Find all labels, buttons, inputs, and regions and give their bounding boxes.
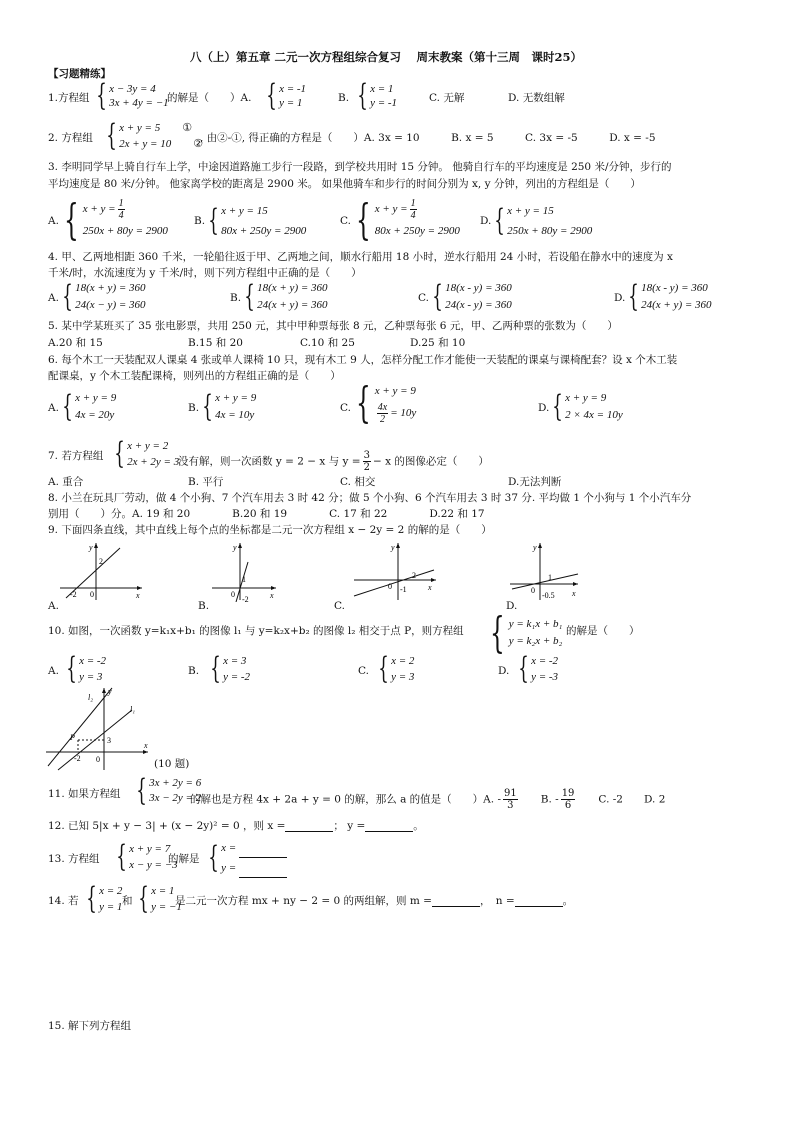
origin: 0 bbox=[90, 590, 94, 599]
q9-label-a: A. bbox=[48, 600, 59, 612]
q14-and: 和 bbox=[122, 895, 133, 907]
q3-line2: 平均速度是 80 米/分钟。 他家离学校的距离是 2900 米。 如果他骑车和步行的时间分别为 x, y 分钟，列出的方程组是（ ） bbox=[48, 178, 641, 190]
q4-line1: 4. 甲、乙两地相距 360 千米，一轮船往返于甲、乙两地之间，顺水行船用 18 小时，逆水行船用 24 小时，若设船在静水中的速度为 x bbox=[48, 251, 673, 263]
tick: 1 bbox=[242, 575, 246, 584]
q7-stem: 7. 若方程组 bbox=[48, 450, 104, 462]
q6-option-a: { x + y = 9 4x = 20y bbox=[62, 389, 117, 424]
q7-opt-d: D.无法判断 bbox=[508, 476, 562, 488]
axis-y: y bbox=[233, 543, 237, 552]
q13-tail: 的解是 bbox=[168, 853, 200, 865]
q6-a-label: A. bbox=[48, 402, 59, 414]
tick: -2 bbox=[70, 590, 77, 599]
q3-option-b: { x + y = 15 80x + 250y = 2900 bbox=[208, 203, 307, 238]
q4-option-b: { 18(x + y) = 360 24(x + y) = 360 bbox=[244, 279, 328, 314]
tick: -2 bbox=[74, 754, 81, 763]
q6-b-label: B. bbox=[188, 402, 200, 414]
q2-stem: 2. 方程组 bbox=[48, 132, 93, 144]
axis-x: x bbox=[136, 591, 140, 600]
q4-option-a: { 18(x + y) = 360 24(x − y) = 360 bbox=[62, 279, 146, 314]
q10-option-b: { x = 3 y = -2 bbox=[210, 651, 251, 686]
q6-d-label: D. bbox=[538, 402, 550, 414]
q13-answer: { x = y = bbox=[204, 838, 287, 878]
q11-system: { 3x + 2y = 6 3x − 2y = 2 bbox=[136, 773, 202, 808]
q10-tail: 的解是（ ） bbox=[566, 625, 640, 637]
q1-system: { x − 3y = 4 3x + 4y = −1 bbox=[96, 78, 169, 113]
axis-x: x bbox=[144, 741, 148, 750]
q6-c-label: C. bbox=[340, 402, 351, 414]
q10-b-label: B. bbox=[188, 665, 200, 677]
q7-opt-a: A. 重合 bbox=[48, 476, 84, 488]
q4-c-label: C. bbox=[418, 292, 429, 304]
q10-d-label: D. bbox=[498, 665, 510, 677]
axis-x: x bbox=[270, 591, 274, 600]
q14-system-2: { x = 1 y = −1 bbox=[138, 881, 182, 916]
q9-graph-c bbox=[350, 540, 440, 602]
origin: 0 bbox=[388, 582, 392, 591]
q7-system: { x + y = 2 2x + 2y = 3 bbox=[114, 436, 180, 471]
q14-tail: 是二元一次方程 mx + ny − 2 = 0 的两组解，则 m = ， n = 。 bbox=[175, 895, 574, 907]
q8-line2: 别用（ ）分。A. 19 和 20 B.20 和 19 C. 17 和 22 D.22 和 17 bbox=[48, 508, 485, 520]
q2-tail: , 由②-①, 得正确的方程是（ ）A. 3x = 10 B. x = 5 C. 3x = -5 D. x = -5 bbox=[200, 132, 656, 144]
axis-x: x bbox=[428, 583, 432, 592]
q9-graph-d bbox=[506, 540, 584, 602]
q13-y-blank[interactable] bbox=[239, 866, 287, 878]
tick: 3 bbox=[107, 736, 111, 745]
q6-option-c: { x + y = 9 $\frac{4x}{2}$ = 10y bbox=[356, 377, 417, 427]
q2-system: { x + y = 5 ① 2x + y = 10 ② bbox=[106, 118, 204, 153]
q12-x-blank[interactable] bbox=[285, 820, 333, 832]
q10-stem: 10. 如图，一次函数 y=k₁x+b₁ 的图像 l₁ 与 y=k₂x+b₂ 的图像 l₂ 相交于点 P，则方程组 bbox=[48, 625, 464, 637]
q1-stem: 1.方程组 bbox=[48, 92, 90, 104]
q13-stem: 13. 方程组 bbox=[48, 853, 100, 865]
q3-d-label: D. bbox=[480, 215, 492, 227]
q3-line1: 3. 李明同学早上骑自行车上学，中途因道路施工步行一段路，到学校共用时 15 分钟。 他骑自行车的平均速度是 250 米/分钟，步行的 bbox=[48, 161, 672, 173]
q9-graph-b bbox=[206, 540, 281, 602]
q4-option-c: { 18(x - y) = 360 24(x - y) = 360 bbox=[432, 279, 512, 314]
q9-label-d: D. bbox=[506, 600, 518, 612]
q6-option-b: { x + y = 9 4x = 10y bbox=[202, 389, 257, 424]
q4-option-d: { 18(x - y) = 360 24(x + y) = 360 bbox=[628, 279, 712, 314]
q5-opt-a: A.20 和 15 bbox=[48, 337, 103, 349]
q14-n-blank[interactable] bbox=[515, 895, 563, 907]
q1-eq2: 3x + 4y = −1 bbox=[109, 97, 169, 109]
q11-stem: 11. 如果方程组 bbox=[48, 788, 121, 800]
q1-b-label: B. bbox=[338, 92, 350, 104]
line-l1-label: l₁ bbox=[130, 705, 136, 714]
q12-y-blank[interactable] bbox=[365, 820, 413, 832]
tick: -1 bbox=[400, 585, 407, 594]
q1-option-c: C. 无解 bbox=[429, 92, 465, 104]
q1-tail: 的解是（ ）A. bbox=[167, 92, 252, 104]
q5-opt-b: B.15 和 20 bbox=[188, 337, 243, 349]
q13-system: { x + y = 7 x − y = −3 bbox=[116, 839, 178, 874]
axis-y: y bbox=[391, 543, 395, 552]
q10-option-c: { x = 2 y = 3 bbox=[378, 651, 415, 686]
q1-option-d: D. 无数组解 bbox=[508, 92, 565, 104]
q5-opt-c: C.10 和 25 bbox=[300, 337, 355, 349]
q10-a-label: A. bbox=[48, 665, 59, 677]
axis-x: x bbox=[572, 589, 576, 598]
axis-y: y bbox=[533, 543, 537, 552]
q3-option-a: { x + y = $\frac{1}{4}$ 250x + 80y = 2900 bbox=[64, 194, 168, 244]
q14-stem: 14. 若 bbox=[48, 895, 79, 907]
axis-y: y bbox=[89, 543, 93, 552]
q6-line2: 配课桌，y 个木工装配课椅，则列出的方程组正确的是（ ） bbox=[48, 370, 341, 382]
q9-line1: 9. 下面四条直线，其中直线上每个点的坐标都是二元一次方程组 x − 2y = 2 的解的是（ ） bbox=[48, 524, 492, 536]
q3-option-c: { x + y = $\frac{1}{4}$ 80x + 250y = 2900 bbox=[356, 194, 460, 244]
q4-line2: 千米/时，水流速度为 y 千米/时，则下列方程组中正确的是（ ） bbox=[48, 267, 362, 279]
tick: 2 bbox=[412, 571, 416, 580]
q9-label-c: C. bbox=[334, 600, 345, 612]
tick: -0.5 bbox=[542, 591, 555, 600]
origin: 0 bbox=[96, 755, 100, 764]
q7-mid: 没有解，则一次函数 y = 2 − x 与 y = $\frac{3}{2}$ − x 的图像必定（ ） bbox=[178, 450, 489, 473]
q4-a-label: A. bbox=[48, 292, 59, 304]
q5-line1: 5. 某中学某班买了 35 张电影票，共用 250 元，其中甲种票每张 8 元，乙种票每张 6 元，甲、乙两种票的张数为（ ） bbox=[48, 320, 618, 332]
q10-c-label: C. bbox=[358, 665, 369, 677]
q3-option-d: { x + y = 15 250x + 80y = 2900 bbox=[494, 203, 593, 238]
origin: 0 bbox=[531, 586, 535, 595]
tick: -2 bbox=[242, 595, 249, 602]
q9-label-b: B. bbox=[198, 600, 210, 612]
origin: 0 bbox=[231, 590, 235, 599]
q8-line1: 8. 小兰在玩具厂劳动，做 4 个小狗、7 个汽车用去 3 时 42 分；做 5 个小狗、6 个汽车用去 3 时 37 分. 平均做 1 个小狗与 1 个小汽车分 bbox=[48, 492, 692, 504]
q10-option-a: { x = -2 y = 3 bbox=[66, 651, 107, 686]
q1-option-b: { x = 1 y = -1 bbox=[357, 78, 398, 113]
q3-a-label: A. bbox=[48, 215, 59, 227]
q9-graph-a bbox=[56, 540, 146, 602]
page-title: 八（上）第五章 二元一次方程组综合复习 周末教案（第十三周 课时25） bbox=[190, 50, 583, 64]
section-heading: 【习题精练】 bbox=[48, 68, 111, 80]
q6-option-d: { x + y = 9 2 × 4x = 10y bbox=[552, 389, 623, 424]
tick: 2 bbox=[99, 557, 103, 566]
q3-c-label: C. bbox=[340, 215, 351, 227]
point-p-label: P bbox=[70, 733, 75, 742]
q10-system: { y = k₁x + b₁ y = k₂x + b₂ bbox=[490, 608, 563, 657]
q12-text: 12. 已知 5|x + y − 3| + (x − 2y)² = 0 ，则 x = ； y = 。 bbox=[48, 820, 424, 832]
q6-line1: 6. 每个木工一天装配双人课桌 4 张或单人课椅 10 只，现有木工 9 人，怎样分配工作才能使一天装配的课桌与课椅配套？设 x 个木工装 bbox=[48, 354, 678, 366]
axis-y: y bbox=[108, 687, 112, 696]
tick: 1 bbox=[548, 573, 552, 582]
q3-b-label: B. bbox=[194, 215, 206, 227]
q14-system-1: { x = 2 y = 1 bbox=[86, 881, 123, 916]
q10-figure bbox=[44, 686, 154, 772]
q10-option-d: { x = -2 y = -3 bbox=[518, 651, 559, 686]
q5-opt-d: D.25 和 10 bbox=[410, 337, 466, 349]
q1-option-a: { x = -1 y = 1 bbox=[266, 78, 307, 113]
q7-opt-c: C. 相交 bbox=[340, 476, 376, 488]
q7-opt-b: B. 平行 bbox=[188, 476, 224, 488]
q11-mid: 的解也是方程 4x + 2a + y = 0 的解，那么 a 的值是（ ）A. - $\frac{91}{3}$ B. - $\frac{19}{6}$ C. -2 D. 2 bbox=[190, 788, 666, 811]
q15-text: 15. 解下列方程组 bbox=[48, 1020, 132, 1032]
q4-d-label: D. bbox=[614, 292, 626, 304]
q10-caption: (10 题) bbox=[154, 758, 190, 770]
line-l2-label: l₂ bbox=[88, 693, 94, 702]
q1-eq1: x − 3y = 4 bbox=[109, 83, 156, 95]
q14-m-blank[interactable] bbox=[432, 895, 480, 907]
q4-b-label: B. bbox=[230, 292, 242, 304]
q13-x-blank[interactable] bbox=[239, 846, 287, 858]
